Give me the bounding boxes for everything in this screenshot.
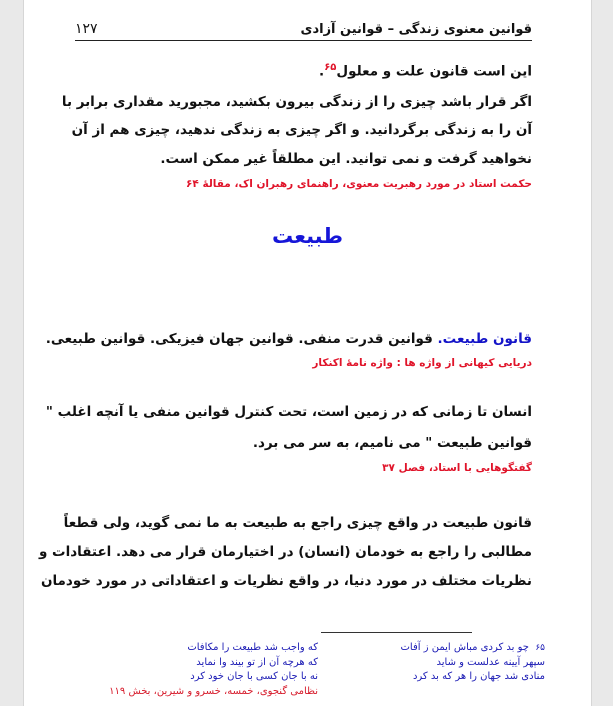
citation: دریایی کیهانی از واژه ها : واژه نامهٔ اکنکار <box>312 357 532 369</box>
footnote-marker: ۶۵ <box>535 643 545 653</box>
footnote-verse-left <box>109 641 318 699</box>
paragraph-line: نظریات مختلف در مورد دنیا، در واقع نظریات و اعتقاداتی در مورد خودمان <box>40 573 532 589</box>
verse-line: منادی شد جهان را هر که بد کرد <box>412 671 545 682</box>
citation: حکمت استاد در مورد رهبریت معنوی، راهنمای رهبران اک، مقالهٔ ۶۴ <box>186 178 532 190</box>
section-heading: طبیعت <box>271 224 343 248</box>
paragraph-line: انسان تا زمانی که در زمین است، تحت کنترل قوانین منفی یا آنچه اغلب " <box>45 404 532 420</box>
footnote-verse-right <box>401 641 545 685</box>
definition-term: قانون طبیعت. <box>437 331 532 347</box>
footnote-reference: ۶۵ <box>324 62 337 73</box>
paragraph-line: اگر قرار باشد چیزی را از زندگی بیرون بکشید، مجبورید مقداری برابر با <box>61 94 532 110</box>
verse-line: که هرچه آن از تو بیند وا نماید <box>196 656 318 668</box>
definition-line <box>46 331 532 347</box>
paragraph-line: مطالبی را راجع به خودمان (انسان) در اختیارمان قرار می دهد. اعتقادات و <box>38 544 532 560</box>
footnote-divider <box>321 632 472 633</box>
verse-line: که واجب شد طبیعت را مکافات <box>187 642 318 653</box>
verse-line: ۶۵ چو بد کردی مباش ایمن ز آفات <box>400 642 545 653</box>
paragraph-line: قانون طبیعت در واقع چیزی راجع به طبیعت به ما نمی گوید، ولی قطعاً <box>63 515 532 531</box>
citation: گفتگوهایی با استاد، فصل ۳۷ <box>382 462 532 474</box>
document-page <box>23 0 592 706</box>
definition-text: قوانین قدرت منفی. قوانین جهان فیزیکی. قوانین طبیعی. <box>45 331 438 347</box>
verse-line: نه با جان کسی با جان خود کرد <box>190 671 318 682</box>
paragraph-line: این است قانون علت و معلول$^{۶۵}$. <box>319 62 532 80</box>
first-line-text: این است قانون علت و معلول <box>336 63 532 80</box>
verse-line: سپهر آیینه عدلست و شاید <box>436 656 545 668</box>
paragraph-line: نخواهید گرفت و نمی توانید. این مطلقاً غیر ممکن است. <box>160 151 532 167</box>
paragraph-line: آن را به زندگی برگردانید. و اگر چیزی به زندگی ندهید، چیزی هم از آن <box>71 122 532 138</box>
running-header <box>75 22 532 41</box>
header-title: قوانین معنوی زندگی – قوانین آزادی <box>300 22 532 37</box>
footnote-source: نظامی گنجوی، خمسه، خسرو و شیرین، بخش ۱۱۹ <box>109 685 318 697</box>
paragraph-line: قوانین طبیعت " می نامیم، به سر می برد. <box>252 435 532 451</box>
page-number: ۱۲۷ <box>75 21 98 37</box>
